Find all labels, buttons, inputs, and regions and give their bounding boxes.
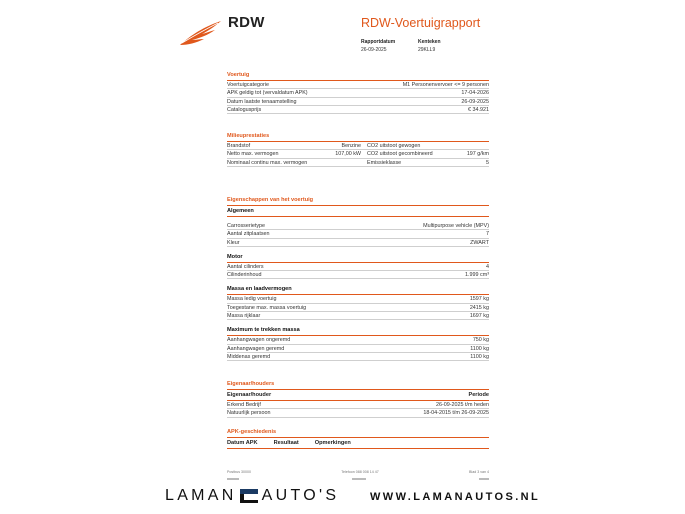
logo-text-laman: LAMAN	[165, 487, 237, 504]
table-row: Aanhangwagen ongeremd 750 kg	[227, 337, 489, 344]
table-row: Kleur ZWART	[227, 239, 489, 246]
kenteken-label: Kenteken	[418, 39, 441, 45]
table-row: APK geldig tot (vervaldatum APK) 17-04-2026	[227, 90, 489, 97]
rdw-logo-icon	[178, 18, 223, 48]
column-header: Periode	[468, 392, 489, 398]
table-row: Middenas geremd 1100 kg	[227, 353, 489, 360]
column-header: Opmerkingen	[314, 440, 351, 446]
section-apk	[227, 429, 489, 449]
table-row: Brandstof Benzine CO2 uitstoot gewogen	[227, 142, 489, 150]
table-header	[227, 438, 489, 449]
table-row: Massa ledig voertuig 1597 kg	[227, 296, 489, 303]
footer-page-number: Blad 3 van 4	[469, 470, 489, 474]
section-title: Voertuig	[227, 72, 489, 81]
table-row: Catalogusprijs € 34.921	[227, 106, 489, 113]
section-title: Eigenschappen van het voertuig	[227, 197, 489, 206]
table-row: Voertuigcategorie M1 Personenvervoer <= 9 personen	[227, 82, 489, 88]
laman-mark-icon	[239, 488, 259, 504]
section-milieuprestaties	[227, 133, 489, 167]
table-row: Aantal zitplaatsen 7	[227, 231, 489, 238]
rapportdatum-value: 26-09-2025	[361, 47, 387, 53]
section-voertuig	[227, 72, 489, 114]
subsection-motor: Motor	[227, 252, 489, 263]
table-row: Carrosserietype Multipurpose vehicle (MPV)	[227, 223, 489, 229]
page-footer	[227, 470, 489, 474]
table-row: Toegestane max. massa voertuig 2415 kg	[227, 304, 489, 311]
footer-phone: Telefoon 088 008 14 47	[341, 470, 379, 474]
laman-autos-logo	[165, 487, 339, 505]
section-title: Milieuprestaties	[227, 133, 489, 142]
table-row: Netto max. vermogen 107,00 kW CO2 uitstoot gecombineerd 197 g/km	[227, 151, 489, 158]
footer-address: Postbus 30000	[227, 470, 251, 474]
kenteken-value: 29KLL9	[418, 47, 436, 53]
column-header: Datum APK	[227, 440, 258, 446]
subsection-algemeen: Algemeen	[227, 206, 489, 217]
subsection-trekken: Maximum te trekken massa	[227, 325, 489, 336]
section-eigenaar	[227, 381, 489, 418]
table-header	[227, 390, 489, 401]
website-url[interactable]: WWW.LAMANAUTOS.NL	[370, 491, 541, 503]
footer-faint-line	[227, 478, 489, 480]
table-row: Erkend Bedrijf 26-09-2025 t/m heden	[227, 402, 489, 408]
logo-text-autos: AUTO'S	[261, 487, 340, 504]
table-row: Nominaal continu max. vermogen Emissieklasse 5	[227, 159, 489, 166]
section-title: APK-geschiedenis	[227, 429, 489, 438]
kenteken-block	[418, 39, 441, 53]
rapportdatum-label: Rapportdatum	[361, 39, 396, 45]
section-eigenschappen	[227, 197, 489, 361]
rapportdatum-block	[361, 39, 395, 53]
column-header: Eigenaar/houder	[227, 392, 272, 398]
brand-name: RDW	[228, 14, 265, 31]
table-row: Aantal cilinders 4	[227, 263, 489, 270]
table-row: Cilinderinhoud 1.999 cm³	[227, 272, 489, 279]
section-title: Eigenaar/houders	[227, 381, 489, 390]
column-header: Resultaat	[273, 440, 299, 446]
table-row: Natuurlijk persoon 18-04-2015 t/m 26-09-2025	[227, 410, 489, 417]
document-title: RDW-Voertuigrapport	[361, 16, 481, 30]
table-row: Datum laatste tenaamstelling 26-09-2025	[227, 98, 489, 105]
table-row: Aanhangwagen geremd 1100 kg	[227, 345, 489, 352]
table-row: Massa rijklaar 1697 kg	[227, 313, 489, 320]
subsection-massa: Massa en laadvermogen	[227, 284, 489, 295]
